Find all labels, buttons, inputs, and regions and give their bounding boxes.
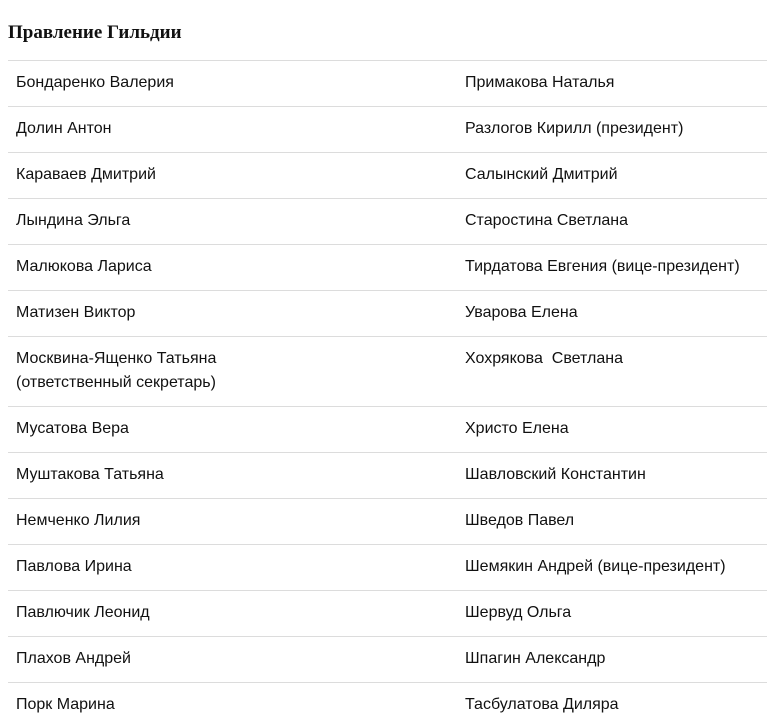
table-row [8,591,767,637]
member-name-right-cell [457,499,767,545]
member-name-left: Павлова Ирина [16,555,457,579]
member-name-right: Уварова Елена [465,301,767,325]
member-name-right: Шервуд Ольга [465,601,767,625]
member-name-right-cell [457,545,767,591]
member-name-left: Павлючик Леонид [16,601,457,625]
member-name-right: Шведов Павел [465,509,767,533]
member-name-left: Немченко Лилия [16,509,457,533]
member-name-left-cell [8,407,457,453]
member-name-right: Старостина Светлана [465,209,767,233]
member-name-right-cell [457,407,767,453]
member-name-right-cell [457,683,767,728]
board-members-table [8,60,767,728]
member-name-right: Шемякин Андрей (вице-президент) [465,555,767,579]
member-name-right-cell [457,591,767,637]
table-row [8,499,767,545]
table-row [8,407,767,453]
member-name-right: Христо Елена [465,417,767,441]
member-name-right: Разлогов Кирилл (президент) [465,117,767,141]
member-name-right: Хохрякова Светлана [465,347,767,371]
member-name-right-cell [457,291,767,337]
member-name-left-cell [8,291,457,337]
member-name-left: Лындина Эльга [16,209,457,233]
member-name-left-cell [8,499,457,545]
member-name-left: Москвина-Ященко Татьяна [16,347,457,371]
member-name-left-cell [8,453,457,499]
member-name-left: (ответственный секретарь) [16,371,457,395]
member-name-right-cell [457,107,767,153]
member-name-left-cell [8,591,457,637]
member-name-left-cell [8,337,457,407]
member-name-right: Тасбулатова Диляра [465,693,767,717]
member-name-left: Матизен Виктор [16,301,457,325]
member-name-left-cell [8,61,457,107]
member-name-right-cell [457,637,767,683]
table-row [8,61,767,107]
member-name-right: Тирдатова Евгения (вице-президент) [465,255,767,279]
member-name-right-cell [457,153,767,199]
table-row [8,545,767,591]
member-name-right: Салынский Дмитрий [465,163,767,187]
member-name-left-cell [8,199,457,245]
member-name-left: Плахов Андрей [16,647,457,671]
member-name-left-cell [8,153,457,199]
member-name-left: Бондаренко Валерия [16,71,457,95]
member-name-left-cell [8,683,457,728]
member-name-right-cell [457,61,767,107]
member-name-left-cell [8,637,457,683]
member-name-left: Порк Марина [16,693,457,717]
member-name-right-cell [457,453,767,499]
member-name-left-cell [8,107,457,153]
table-row [8,153,767,199]
member-name-left: Муштакова Татьяна [16,463,457,487]
member-name-right: Шавловский Константин [465,463,767,487]
table-row [8,453,767,499]
member-name-left-cell [8,545,457,591]
member-name-left: Малюкова Лариса [16,255,457,279]
table-row [8,199,767,245]
table-row [8,245,767,291]
member-name-right: Шпагин Александр [465,647,767,671]
page-title: Правление Гильдии [8,20,182,46]
member-name-left: Мусатова Вера [16,417,457,441]
table-row [8,337,767,407]
member-name-right-cell [457,245,767,291]
table-row [8,637,767,683]
member-name-left: Долин Антон [16,117,457,141]
board-members-body [8,61,767,728]
member-name-left-cell [8,245,457,291]
table-row [8,107,767,153]
member-name-right-cell [457,337,767,407]
member-name-right-cell [457,199,767,245]
member-name-left: Караваев Дмитрий [16,163,457,187]
member-name-right: Примакова Наталья [465,71,767,95]
table-row [8,291,767,337]
table-row [8,683,767,728]
